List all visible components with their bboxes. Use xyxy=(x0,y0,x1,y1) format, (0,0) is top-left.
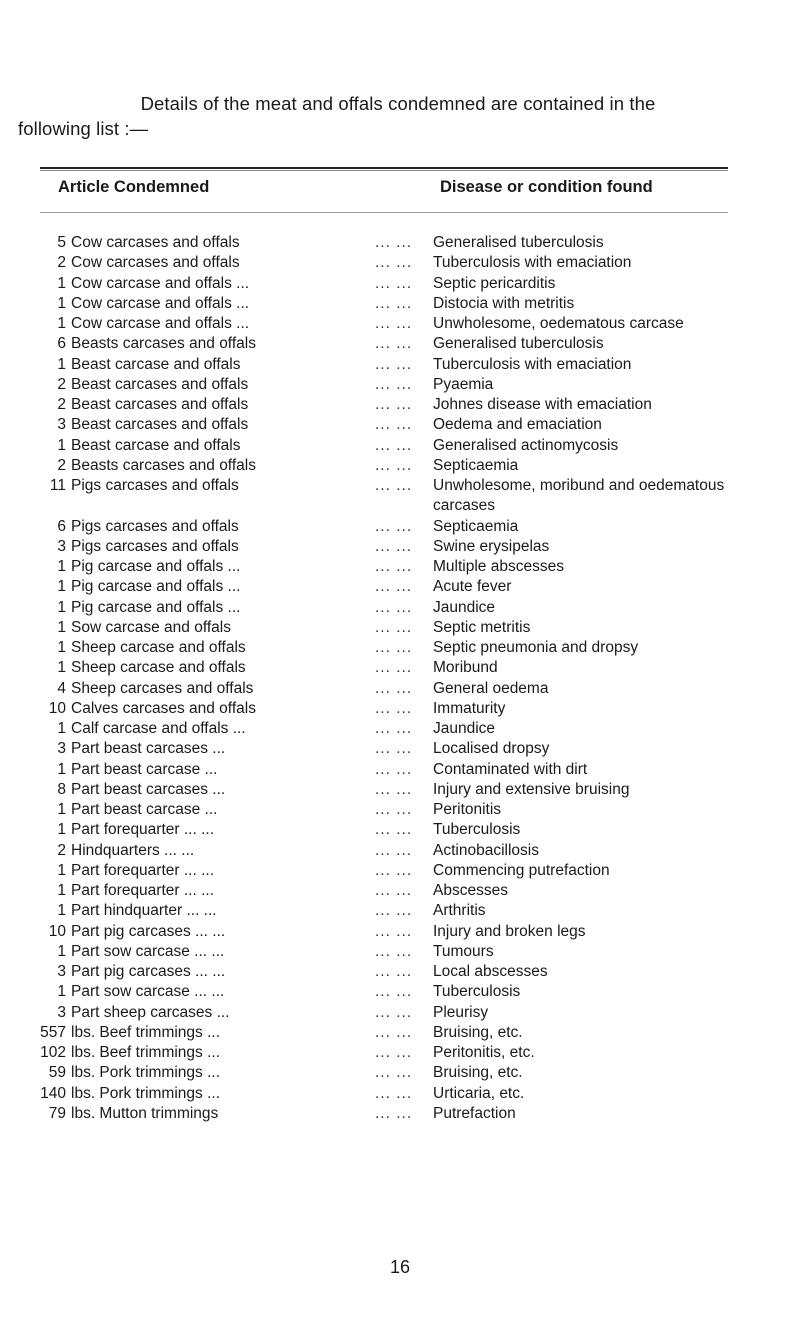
row-disease: Immaturity xyxy=(433,699,506,717)
table-row xyxy=(0,1063,800,1083)
table-row xyxy=(0,1084,800,1104)
row-quantity: 1 xyxy=(57,720,66,737)
row-disease: Distocia with metritis xyxy=(433,294,575,312)
row-quantity: 1 xyxy=(57,558,66,575)
column-header-article: Article Condemned xyxy=(58,178,210,196)
row-leader-dots: ... ... xyxy=(375,335,413,353)
row-disease: Tuberculosis xyxy=(433,821,521,839)
row-quantity: 1 xyxy=(57,436,66,454)
table-row xyxy=(0,375,800,395)
row-quantity: 1 xyxy=(57,801,66,818)
row-quantity: 1 xyxy=(57,598,66,616)
table-row xyxy=(0,1003,800,1023)
row-leader-dots: ... ... xyxy=(375,861,413,879)
table-row xyxy=(0,294,800,314)
row-article: Part beast carcases ... xyxy=(71,780,226,798)
table-row xyxy=(0,476,800,517)
row-quantity: 1 xyxy=(57,983,66,1001)
row-leader-dots: ... ... xyxy=(375,821,413,839)
page-number: 16 xyxy=(389,1257,411,1277)
table-row xyxy=(0,395,800,415)
row-disease: Pyaemia xyxy=(433,375,494,393)
table-row xyxy=(0,841,800,861)
row-quantity: 2 xyxy=(57,456,66,474)
row-quantity: 1 xyxy=(57,578,66,596)
table-row xyxy=(0,314,800,334)
row-article: lbs. Mutton trimmings xyxy=(71,1104,219,1122)
row-article: Beast carcase and offals xyxy=(71,355,241,373)
row-disease: Multiple abscesses xyxy=(433,558,564,575)
table-row xyxy=(0,598,800,618)
row-disease: Commencing putrefaction xyxy=(433,861,610,879)
row-quantity: 59 xyxy=(48,1064,66,1082)
table-row xyxy=(0,760,800,780)
row-quantity: 10 xyxy=(48,922,66,940)
row-leader-dots: ... ... xyxy=(375,1084,413,1102)
row-disease: Localised dropsy xyxy=(433,740,550,758)
row-leader-dots: ... ... xyxy=(375,375,413,393)
table-row xyxy=(0,901,800,921)
row-quantity: 2 xyxy=(57,375,66,393)
row-disease: Unwholesome, moribund and oedematous carcases xyxy=(433,477,725,514)
row-article: Part beast carcase ... xyxy=(71,760,218,778)
row-article: Beast carcases and offals xyxy=(71,416,249,434)
row-leader-dots: ... ... xyxy=(375,983,413,1001)
row-article: Cow carcase and offals ... xyxy=(71,274,250,292)
row-disease: Oedema and emaciation xyxy=(433,416,602,434)
row-disease: Septicaemia xyxy=(433,456,519,474)
row-disease: Pleurisy xyxy=(433,1003,489,1021)
row-article: Calves carcases and offals xyxy=(71,699,256,717)
row-article: Part sheep carcases ... xyxy=(71,1003,230,1021)
row-article: Beast carcases and offals xyxy=(71,375,249,393)
column-header-disease: Disease or condition found xyxy=(440,178,653,196)
row-article: Part pig carcases ... ... xyxy=(71,963,226,980)
table-row xyxy=(0,881,800,901)
row-article: Beasts carcases and offals xyxy=(71,456,256,474)
row-leader-dots: ... ... xyxy=(375,1023,413,1041)
row-disease: Acute fever xyxy=(433,578,512,596)
row-disease: Septic pneumonia and dropsy xyxy=(433,639,639,656)
row-leader-dots: ... ... xyxy=(375,841,413,859)
row-quantity: 2 xyxy=(57,254,66,272)
row-leader-dots: ... ... xyxy=(375,1064,413,1082)
row-quantity: 1 xyxy=(57,639,66,656)
row-disease: Tuberculosis with emaciation xyxy=(433,355,632,373)
row-article: lbs. Pork trimmings ... xyxy=(71,1064,220,1082)
table-row xyxy=(0,739,800,759)
row-disease: General oedema xyxy=(433,679,549,697)
row-quantity: 1 xyxy=(57,355,66,373)
row-quantity: 1 xyxy=(57,882,66,899)
row-leader-dots: ... ... xyxy=(375,274,413,292)
row-disease: Septic metritis xyxy=(433,618,531,636)
row-leader-dots: ... ... xyxy=(375,639,413,656)
row-disease: Bruising, etc. xyxy=(433,1023,523,1041)
row-quantity: 11 xyxy=(49,477,66,494)
row-leader-dots: ... ... xyxy=(375,1104,413,1122)
row-article: Sheep carcase and offals xyxy=(71,639,246,656)
table-header-rule xyxy=(40,212,728,213)
table-row xyxy=(0,658,800,678)
row-disease: Bruising, etc. xyxy=(433,1064,523,1082)
row-leader-dots: ... ... xyxy=(375,1003,413,1021)
row-article: lbs. Beef trimmings ... xyxy=(71,1023,221,1041)
row-leader-dots: ... ... xyxy=(375,963,413,980)
row-disease: Tuberculosis xyxy=(433,983,521,1001)
row-quantity: 1 xyxy=(57,274,66,292)
row-quantity: 79 xyxy=(48,1104,66,1122)
table-row xyxy=(0,334,800,354)
row-article: Pig carcase and offals ... xyxy=(71,578,241,596)
table-row xyxy=(0,618,800,638)
row-quantity: 3 xyxy=(57,740,66,758)
row-leader-dots: ... ... xyxy=(375,355,413,373)
row-quantity: 5 xyxy=(57,234,66,251)
table-row xyxy=(0,861,800,881)
row-article: Pigs carcases and offals xyxy=(71,537,239,555)
row-article: Part forequarter ... ... xyxy=(71,861,215,879)
row-article: Part beast carcases ... xyxy=(71,740,226,758)
row-article: Part forequarter ... ... xyxy=(71,821,215,839)
row-disease: Generalised tuberculosis xyxy=(433,234,604,251)
row-leader-dots: ... ... xyxy=(375,720,413,737)
row-disease: Johnes disease with emaciation xyxy=(433,396,652,413)
row-article: Beast carcase and offals xyxy=(71,436,241,454)
row-quantity: 8 xyxy=(57,780,66,798)
row-article: Sheep carcases and offals xyxy=(71,679,254,697)
table-row xyxy=(0,253,800,273)
row-disease: Peritonitis xyxy=(433,801,502,818)
row-disease: Putrefaction xyxy=(433,1104,516,1122)
intro-paragraph xyxy=(18,91,758,141)
row-article: Cow carcase and offals ... xyxy=(71,315,250,332)
table-row xyxy=(0,679,800,699)
row-leader-dots: ... ... xyxy=(375,477,413,494)
row-article: Part pig carcases ... ... xyxy=(71,922,226,940)
table-row xyxy=(0,577,800,597)
row-quantity: 2 xyxy=(57,841,66,859)
table-row xyxy=(0,1043,800,1063)
table-row xyxy=(0,557,800,577)
row-article: Pig carcase and offals ... xyxy=(71,598,241,616)
row-leader-dots: ... ... xyxy=(375,618,413,636)
row-article: Cow carcase and offals ... xyxy=(71,294,250,312)
row-disease: Actinobacillosis xyxy=(433,841,539,859)
row-quantity: 1 xyxy=(57,760,66,778)
table-row xyxy=(0,982,800,1002)
row-quantity: 102 xyxy=(40,1044,66,1061)
table-row xyxy=(0,436,800,456)
table-top-rule xyxy=(40,167,728,171)
row-quantity: 4 xyxy=(57,679,66,697)
condemned-table-body xyxy=(0,233,800,1124)
row-article: Pigs carcases and offals xyxy=(71,477,239,494)
row-disease: Local abscesses xyxy=(433,963,548,980)
row-leader-dots: ... ... xyxy=(375,922,413,940)
row-leader-dots: ... ... xyxy=(375,598,413,616)
table-row xyxy=(0,719,800,739)
row-quantity: 6 xyxy=(57,335,66,353)
table-row xyxy=(0,942,800,962)
table-row xyxy=(0,962,800,982)
row-quantity: 1 xyxy=(57,315,66,332)
row-article: Part sow carcase ... ... xyxy=(71,983,225,1001)
row-article: Sow carcase and offals xyxy=(71,618,231,636)
row-leader-dots: ... ... xyxy=(375,396,413,413)
row-disease: Abscesses xyxy=(433,882,508,899)
row-article: Calf carcase and offals ... xyxy=(71,720,246,737)
table-row xyxy=(0,537,800,557)
row-article: lbs. Beef trimmings ... xyxy=(71,1044,221,1061)
row-article: Part hindquarter ... ... xyxy=(71,902,217,920)
row-leader-dots: ... ... xyxy=(375,760,413,778)
row-leader-dots: ... ... xyxy=(375,740,413,758)
intro-line-1: Details of the meat and offals condemned are contained in the xyxy=(140,93,656,114)
table-row xyxy=(0,800,800,820)
row-quantity: 1 xyxy=(57,294,66,312)
row-leader-dots: ... ... xyxy=(375,699,413,717)
row-leader-dots: ... ... xyxy=(375,254,413,272)
row-leader-dots: ... ... xyxy=(375,578,413,596)
table-row xyxy=(0,638,800,658)
row-disease: Swine erysipelas xyxy=(433,537,550,555)
row-article: Cow carcases and offals xyxy=(71,254,240,272)
row-article: Part beast carcase ... xyxy=(71,801,218,818)
row-leader-dots: ... ... xyxy=(375,659,413,677)
row-article: Hindquarters ... ... xyxy=(71,841,195,859)
row-article: Pigs carcases and offals xyxy=(71,517,239,535)
intro-line-2: following list :— xyxy=(18,118,149,139)
row-quantity: 3 xyxy=(57,963,66,980)
row-quantity: 1 xyxy=(57,659,66,677)
table-row xyxy=(0,820,800,840)
table-row xyxy=(0,699,800,719)
row-leader-dots: ... ... xyxy=(375,315,413,332)
row-disease: Tumours xyxy=(433,942,494,960)
row-quantity: 1 xyxy=(57,902,66,920)
row-leader-dots: ... ... xyxy=(375,436,413,454)
row-article: lbs. Pork trimmings ... xyxy=(71,1084,220,1102)
table-row xyxy=(0,1104,800,1124)
row-disease: Tuberculosis with emaciation xyxy=(433,254,632,272)
row-quantity: 3 xyxy=(57,537,66,555)
row-leader-dots: ... ... xyxy=(375,942,413,960)
row-disease: Septicaemia xyxy=(433,517,519,535)
row-article: Beast carcases and offals xyxy=(71,396,249,413)
row-disease: Generalised actinomycosis xyxy=(433,436,619,454)
row-leader-dots: ... ... xyxy=(375,517,413,535)
row-quantity: 10 xyxy=(48,699,66,717)
table-row xyxy=(0,922,800,942)
row-disease: Generalised tuberculosis xyxy=(433,335,604,353)
row-quantity: 2 xyxy=(57,396,66,413)
row-leader-dots: ... ... xyxy=(375,902,413,920)
row-quantity: 6 xyxy=(57,517,66,535)
row-disease: Moribund xyxy=(433,659,498,677)
row-disease: Injury and broken legs xyxy=(433,922,586,940)
row-article: Sheep carcase and offals xyxy=(71,659,246,677)
row-article: Pig carcase and offals ... xyxy=(71,558,241,575)
row-disease: Contaminated with dirt xyxy=(433,760,588,778)
row-quantity: 3 xyxy=(57,416,66,434)
row-article: Part forequarter ... ... xyxy=(71,882,215,899)
table-row xyxy=(0,1023,800,1043)
row-quantity: 1 xyxy=(57,821,66,839)
row-disease: Arthritis xyxy=(433,902,486,920)
row-article: Beasts carcases and offals xyxy=(71,335,256,353)
row-quantity: 3 xyxy=(57,1003,66,1021)
row-leader-dots: ... ... xyxy=(375,801,413,818)
row-disease: Peritonitis, etc. xyxy=(433,1044,535,1061)
table-row xyxy=(0,274,800,294)
row-leader-dots: ... ... xyxy=(375,416,413,434)
row-leader-dots: ... ... xyxy=(375,537,413,555)
table-row xyxy=(0,415,800,435)
table-row xyxy=(0,233,800,253)
table-row xyxy=(0,780,800,800)
row-article: Cow carcases and offals xyxy=(71,234,240,251)
row-disease: Jaundice xyxy=(433,720,496,737)
row-disease: Unwholesome, oedematous carcase xyxy=(433,315,684,332)
row-article: Part sow carcase ... ... xyxy=(71,942,225,960)
table-row xyxy=(0,517,800,537)
row-leader-dots: ... ... xyxy=(375,234,413,251)
row-leader-dots: ... ... xyxy=(375,780,413,798)
row-disease: Jaundice xyxy=(433,598,496,616)
row-quantity: 557 xyxy=(40,1023,66,1041)
row-leader-dots: ... ... xyxy=(375,882,413,899)
row-disease: Septic pericarditis xyxy=(433,274,556,292)
row-quantity: 1 xyxy=(57,861,66,879)
table-row xyxy=(0,355,800,375)
table-row xyxy=(0,456,800,476)
row-leader-dots: ... ... xyxy=(375,1044,413,1061)
row-leader-dots: ... ... xyxy=(375,294,413,312)
row-disease: Injury and extensive bruising xyxy=(433,780,630,798)
row-leader-dots: ... ... xyxy=(375,679,413,697)
row-leader-dots: ... ... xyxy=(375,456,413,474)
row-quantity: 1 xyxy=(57,618,66,636)
row-quantity: 1 xyxy=(57,942,66,960)
row-disease: Urticaria, etc. xyxy=(433,1084,525,1102)
row-leader-dots: ... ... xyxy=(375,558,413,575)
row-quantity: 140 xyxy=(40,1084,66,1102)
